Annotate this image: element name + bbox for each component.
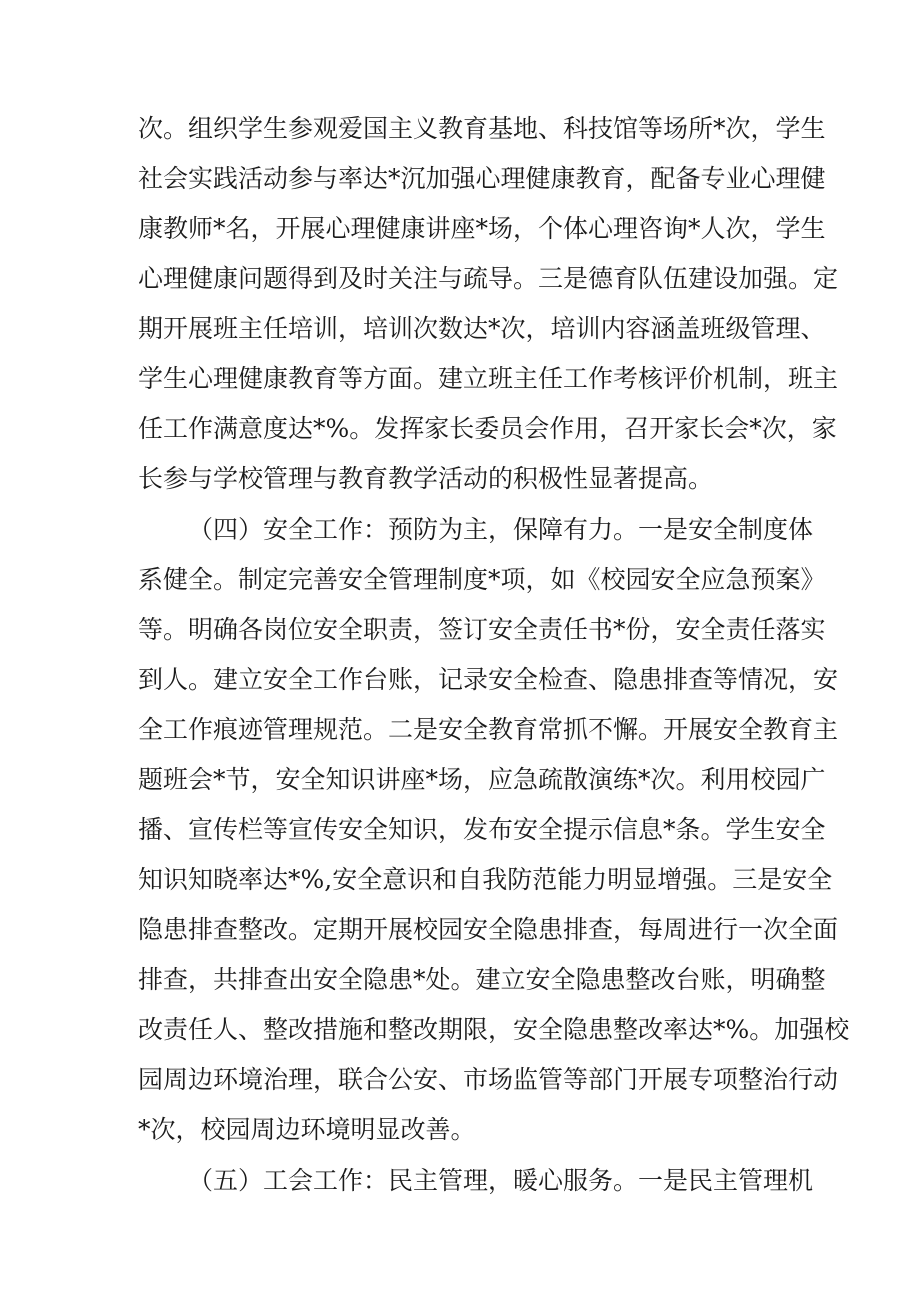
body-text-line: 园周边环境治理，联合公安、市场监管等部门开展专项整治行动: [138, 1065, 839, 1094]
body-text-line: 知识知晓率达*%,安全意识和自我防范能力明显增强。三是安全: [138, 865, 833, 894]
body-text-line: 长参与学校管理与教育教学活动的积极性显著提高。: [138, 464, 714, 493]
body-text-line: 播、宣传栏等宣传安全知识，发布安全提示信息*条。学生安全: [138, 815, 826, 844]
body-text-line: 题班会*节，安全知识讲座*场，应急疏散演练*次。利用校园广: [138, 765, 826, 794]
body-text-line: 社会实践活动参与率达*沉加强心理健康教育，配备专业心理健: [138, 164, 826, 193]
section-heading-union: （五）工会工作：民主管理，暖心服务。一是民主管理机: [188, 1166, 814, 1195]
body-text-line: 系健全。制定完善安全管理制度*项，如《校园安全应急预案》: [138, 565, 826, 594]
body-text-line: 到人。建立安全工作台账，记录安全检查、隐患排查等情况，安: [138, 665, 839, 694]
body-text-line: 心理健康问题得到及时关注与疏导。三是德育队伍建设加强。定: [138, 264, 839, 293]
body-text-line: 康教师*名，开展心理健康讲座*场，个体心理咨询*人次，学生: [138, 214, 826, 243]
body-text-line: 任工作满意度达*%。发挥家长委员会作用，召开家长会*次，家: [138, 414, 837, 443]
body-text-line: 期开展班主任培训，培训次数达*次，培训内容涵盖班级管理、: [138, 314, 826, 343]
body-text-line: 隐患排查整改。定期开展校园安全隐患排查，每周进行一次全面: [138, 915, 839, 944]
body-text-line: 学生心理健康教育等方面。建立班主任工作考核评价机制，班主: [138, 364, 839, 393]
body-text-line: 排查，共排查出安全隐患*处。建立安全隐患整改台账，明确整: [138, 965, 826, 994]
body-text-line: *次，校园周边环境明显改善。: [138, 1115, 476, 1144]
body-text-line: 改责任人、整改措施和整改期限，安全隐患整改率达*%。加强校: [138, 1015, 850, 1044]
body-text-line: 全工作痕迹管理规范。二是安全教育常抓不懈。开展安全教育主: [138, 715, 839, 744]
body-text-line: 次。组织学生参观爱国主义教育基地、科技馆等场所*次，学生: [138, 114, 826, 143]
section-heading-safety: （四）安全工作：预防为主，保障有力。一是安全制度体: [188, 515, 814, 544]
body-text-line: 等。明确各岗位安全职责，签订安全责任书*份，安全责任落实: [138, 615, 826, 644]
